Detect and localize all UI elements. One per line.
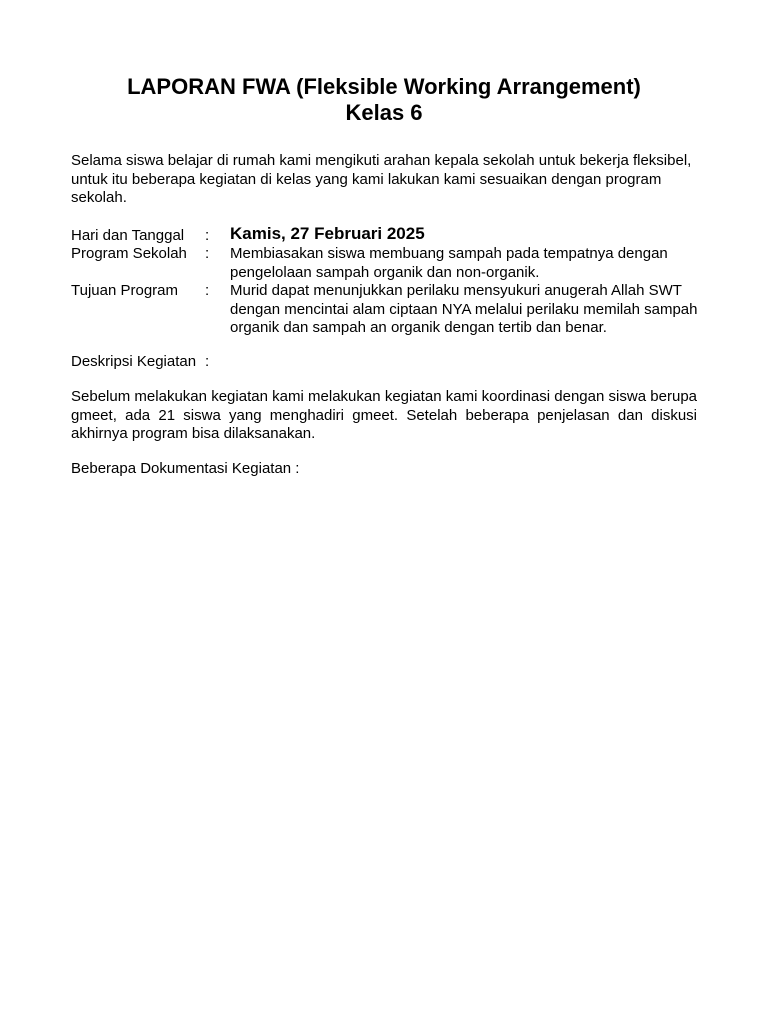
- field-value-hari: Kamis, 27 Februari 2025: [230, 224, 425, 243]
- dokumentasi-label: Beberapa Dokumentasi Kegiatan :: [71, 460, 300, 477]
- document-subtitle: Kelas 6: [345, 100, 423, 125]
- field-colon-hari: :: [205, 227, 210, 244]
- field-colon-tujuan: :: [205, 282, 210, 299]
- field-label-program: Program Sekolah: [71, 245, 187, 262]
- field-label-hari: Hari dan Tanggal: [71, 227, 185, 244]
- deskripsi-colon: :: [205, 353, 210, 370]
- field-label-tujuan: Tujuan Program: [71, 282, 178, 299]
- document-title: LAPORAN FWA (Fleksible Working Arrangement): [127, 74, 641, 99]
- intro-paragraph: Selama siswa belajar di rumah kami mengikuti arahan kepala sekolah untuk bekerja fleksibel, untuk itu beberapa kegiatan di kelas yang kami lakukan kami sesuaikan dengan program sekolah.: [71, 152, 692, 206]
- field-value-tujuan: Murid dapat menunjukkan perilaku mensyukuri anugerah Allah SWT dengan mencintai alam ciptaan NYA melalui perilaku memilah sampah organik dan sampah an organik dengan tertib dan benar.: [230, 282, 698, 336]
- body-paragraph: Sebelum melakukan kegiatan kami melakukan kegiatan kami koordinasi dengan siswa berupa gmeet, ada 21 siswa yang menghadiri gmeet. Setelah beberapa penjelasan dan diskusi akhirnya program bisa dilaksanakan.: [71, 388, 697, 442]
- field-colon-program: :: [205, 245, 210, 262]
- deskripsi-label: Deskripsi Kegiatan: [71, 353, 197, 370]
- field-value-program: Membiasakan siswa membuang sampah pada tempatnya dengan pengelolaan sampah organik dan non-organik.: [230, 245, 668, 281]
